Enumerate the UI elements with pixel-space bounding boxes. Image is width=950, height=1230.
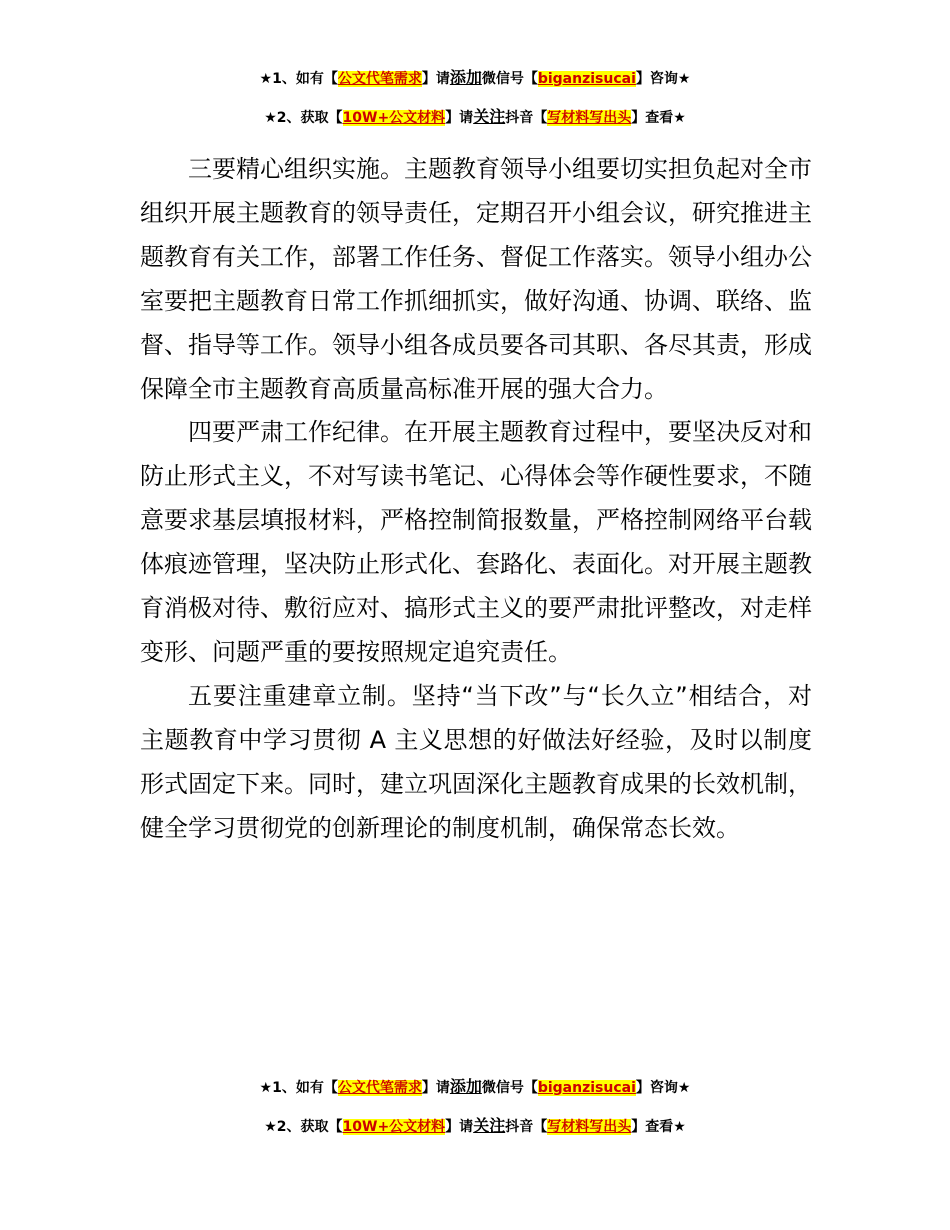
promo-highlight: 公文代笔需求	[337, 71, 422, 87]
promo-text: ★2、获取【	[264, 1119, 343, 1135]
promo-text: 】请	[421, 1080, 450, 1096]
promo-text: ★1、如有【	[259, 71, 338, 87]
promo-highlight-wechat-id: biganzisucai	[537, 1080, 636, 1096]
promo-text: 抖音【	[505, 110, 548, 126]
footer-promo-line-2	[0, 1116, 950, 1137]
promo-highlight-wechat-id: biganzisucai	[537, 71, 636, 87]
promo-highlight-douyin-id: 写材料写出头	[547, 110, 632, 126]
promo-text: 】咨询★	[635, 1080, 691, 1096]
promo-highlight: 10W+公文材料	[342, 110, 446, 126]
promo-underlined: 添加	[449, 1077, 482, 1096]
promo-text: 】请	[421, 71, 450, 87]
promo-underlined: 关注	[473, 107, 506, 126]
promo-highlight-douyin-id: 写材料写出头	[547, 1119, 632, 1135]
promo-text: 】请	[445, 110, 474, 126]
promo-text: ★1、如有【	[259, 1080, 338, 1096]
promo-text: 微信号【	[481, 1080, 538, 1096]
header-promo-line-2	[0, 107, 950, 128]
header-promo-line-1	[0, 68, 950, 89]
promo-highlight: 公文代笔需求	[337, 1080, 422, 1096]
paragraph-5: 五要注重建章立制。坚持“当下改”与“长久立”相结合，对主题教育中学习贯彻 A 主义思想的好做法好经验，及时以制度形式固定下来。同时，建立巩固深化主题教育成果的长效机制，健全学习贯彻党的创新理论的制度机制，确保常态长效。	[140, 681, 812, 842]
paragraph-3: 三要精心组织实施。主题教育领导小组要切实担负起对全市组织开展主题教育的领导责任，定期召开小组会议，研究推进主题教育有关工作，部署工作任务、督促工作落实。领导小组办公室要把主题教育日常工作抓细抓实，做好沟通、协调、联络、监督、指导等工作。领导小组各成员要各司其职、各尽其责，形成保障全市主题教育高质量高标准开展的强大合力。	[140, 155, 812, 403]
promo-text: 】查看★	[631, 1119, 686, 1135]
promo-underlined: 添加	[449, 68, 482, 87]
promo-text: 】查看★	[631, 110, 686, 126]
promo-text: ★2、获取【	[264, 110, 343, 126]
promo-text: 微信号【	[481, 71, 538, 87]
promo-highlight: 10W+公文材料	[342, 1119, 446, 1135]
promo-text: 抖音【	[505, 1119, 548, 1135]
paragraph-4: 四要严肃工作纪律。在开展主题教育过程中，要坚决反对和防止形式主义，不对写读书笔记、心得体会等作硬性要求，不随意要求基层填报材料，严格控制简报数量，严格控制网络平台载体痕迹管理，坚决防止形式化、套路化、表面化。对开展主题教育消极对待、敷衍应对、搞形式主义的要严肃批评整改，对走样变形、问题严重的要按照规定追究责任。	[140, 418, 812, 666]
footer-promo-line-1	[0, 1077, 950, 1098]
promo-text: 】请	[445, 1119, 474, 1135]
promo-underlined: 关注	[473, 1116, 506, 1135]
document-body	[140, 148, 812, 851]
promo-text: 】咨询★	[635, 71, 691, 87]
